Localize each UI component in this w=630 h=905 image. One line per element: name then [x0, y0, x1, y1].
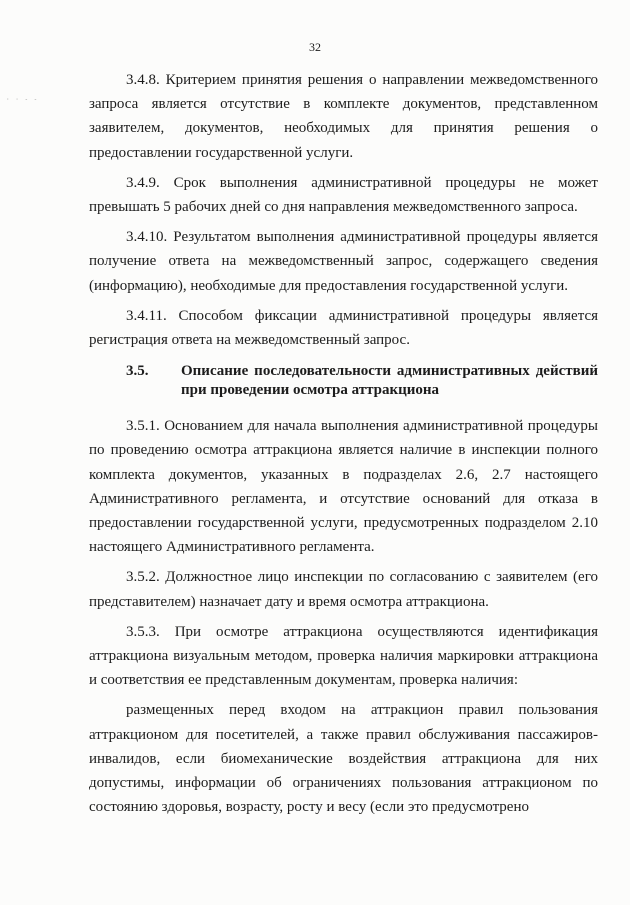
paragraph-3-5-3: 3.5.3. При осмотре аттракциона осуществляются идентификация аттракциона визуальным методом, проверка наличия маркировки аттракциона и соответствия ее представленным документам, проверка наличия: [89, 623, 598, 689]
paragraph-list-item: размещенных перед входом на аттракцион правил пользования аттракционом для посетителей, а также правил обслуживания пассажиров-инвалидов, если биомеханические воздействия аттракциона для них допустимы, информации об ограничениях пользования аттракционом по состоянию здоровья, возрасту, росту и весу (если это предусмотрено [89, 702, 598, 816]
paragraph-3-4-8: 3.4.8. Критерием принятия решения о направлении межведомственного запроса является отсутствие в комплекте документов, представленном заявителем, документов, необходимых для принятия решения о предоставлении государственной услуги. [89, 72, 598, 161]
document-body [89, 68, 598, 825]
paragraph-3-4-9: 3.4.9. Срок выполнения административной процедуры не может превышать 5 рабочих дней со дня направления межведомственного запроса. [89, 174, 598, 216]
page-number: 32 [309, 40, 321, 54]
section-title: Описание последовательности административных действий при проведении осмотра аттракциона [181, 363, 598, 399]
section-number: 3.5. [126, 363, 149, 380]
scan-artifact-mark: · · - - [6, 96, 39, 103]
paragraph-3-4-10: 3.4.10. Результатом выполнения административной процедуры является получение ответа на межведомственный запрос, содержащего сведения (информацию), необходимые для предоставления государственной услуги. [89, 229, 598, 294]
paragraph-3-5-1: 3.5.1. Основанием для начала выполнения административной процедуры по проведению осмотра аттракциона является наличие в инспекции полного комплекта документов, указанных в подразделах 2.6, 2.7 настоящего Административного регламента, и отсутствие оснований для отказа в предоставлении государственной услуги, предусмотренных подразделом 2.10 настоящего Административного регламента. [89, 418, 598, 556]
paragraph-3-5-2: 3.5.2. Должностное лицо инспекции по согласованию с заявителем (его представителем) назначает дату и время осмотра аттракциона. [89, 569, 598, 610]
paragraph-3-4-11: 3.4.11. Способом фиксации административной процедуры является регистрация ответа на межведомственный запрос. [89, 307, 598, 349]
section-heading-3-5 [89, 362, 598, 400]
